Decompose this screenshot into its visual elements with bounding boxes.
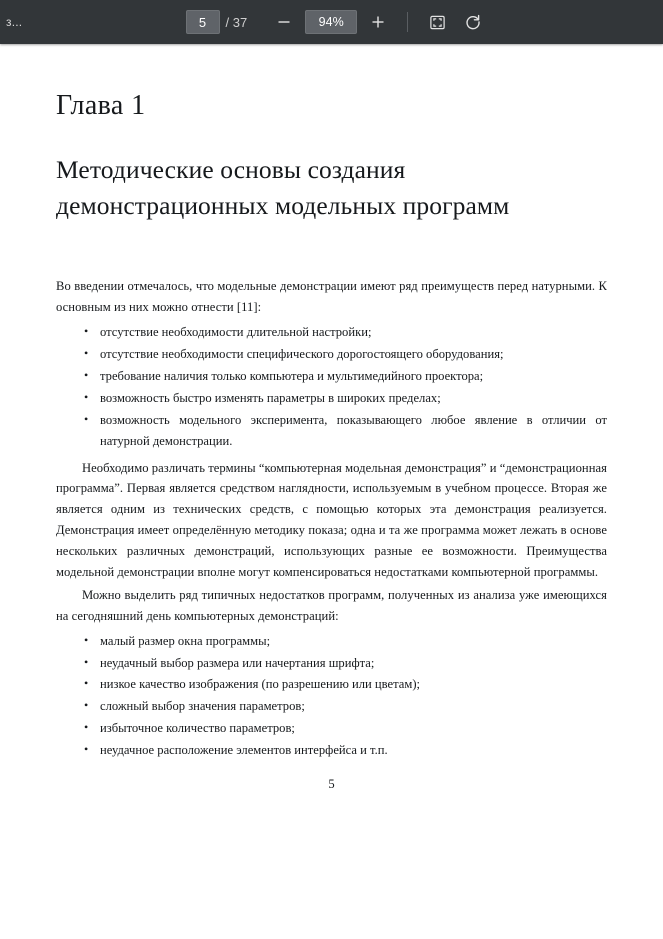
list-item: • низкое качество изображения (по разрешению или цветам); bbox=[100, 674, 607, 695]
rotate-clockwise-icon[interactable] bbox=[460, 9, 486, 35]
page-number-input[interactable] bbox=[186, 10, 220, 34]
paragraph-drawbacks: Можно выделить ряд типичных недостатков программ, полученных из анализа уже имеющихся на сегодняшний день компьютерных демонстраций: bbox=[56, 587, 607, 623]
list-item: • отсутствие необходимости специфического дорогостоящего оборудования; bbox=[100, 344, 607, 365]
list-item: • неудачный выбор размера или начертания шрифта; bbox=[100, 653, 607, 674]
list-item: • избыточное количество параметров; bbox=[100, 718, 607, 739]
page-navigation bbox=[186, 10, 248, 34]
page-total-label: / 37 bbox=[225, 14, 248, 30]
list-item: • возможность модельного эксперимента, показывающего любое явление в отличии от натурной демонстрации. bbox=[100, 410, 607, 452]
list-item: • требование наличия только компьютера и мультимедийного проектора; bbox=[100, 366, 607, 387]
pdf-toolbar bbox=[0, 0, 663, 44]
advantages-list bbox=[56, 322, 607, 451]
pdf-page bbox=[0, 44, 663, 939]
chapter-label: Глава 1 bbox=[56, 90, 146, 121]
list-item: • малый размер окна программы; bbox=[100, 631, 607, 652]
zoom-in-button[interactable] bbox=[365, 9, 391, 35]
zoom-out-button[interactable] bbox=[271, 9, 297, 35]
list-item: • неудачное расположение элементов интерфейса и т.п. bbox=[100, 740, 607, 761]
fit-to-page-icon[interactable] bbox=[424, 9, 450, 35]
toolbar-divider bbox=[407, 12, 408, 32]
page-footer-number: 5 bbox=[328, 777, 335, 791]
document-title: з... bbox=[6, 15, 23, 29]
toolbar-left-group bbox=[6, 15, 30, 29]
paragraph-intro: Во введении отмечалось, что модельные демонстрации имеют ряд преимуществ перед натурными. К основным из них можно отнести [11]: bbox=[56, 279, 607, 315]
zoom-controls bbox=[271, 9, 391, 35]
zoom-level-input[interactable] bbox=[305, 10, 357, 34]
drawbacks-list bbox=[56, 631, 607, 761]
paragraph-terms: Необходимо различать термины “компьютерная модельная демонстрация” и “демонстрационная программа”. Первая является средством наглядности, используемым в учебном процессе. Вторая же является одним из технических средств, с помощью которых эта демонстрация реализуется. Демонстрация имеет определённую методику показа; одна и та же программа может лежать в основе нескольких различных демонстраций, использующих разные ее возможности. Преимущества модельной демонстрации вполне могут компенсироваться недостатками компьютерной программы. bbox=[56, 460, 607, 579]
toolbar-center-group bbox=[162, 9, 502, 35]
list-item: • возможность быстро изменять параметры в широких пределах; bbox=[100, 388, 607, 409]
list-item: • отсутствие необходимости длительной настройки; bbox=[100, 322, 607, 343]
page-scroll-area[interactable] bbox=[0, 44, 663, 939]
chapter-title: Методические основы создания демонстрационных модельных программ bbox=[56, 155, 510, 221]
list-item: • сложный выбор значения параметров; bbox=[100, 696, 607, 717]
